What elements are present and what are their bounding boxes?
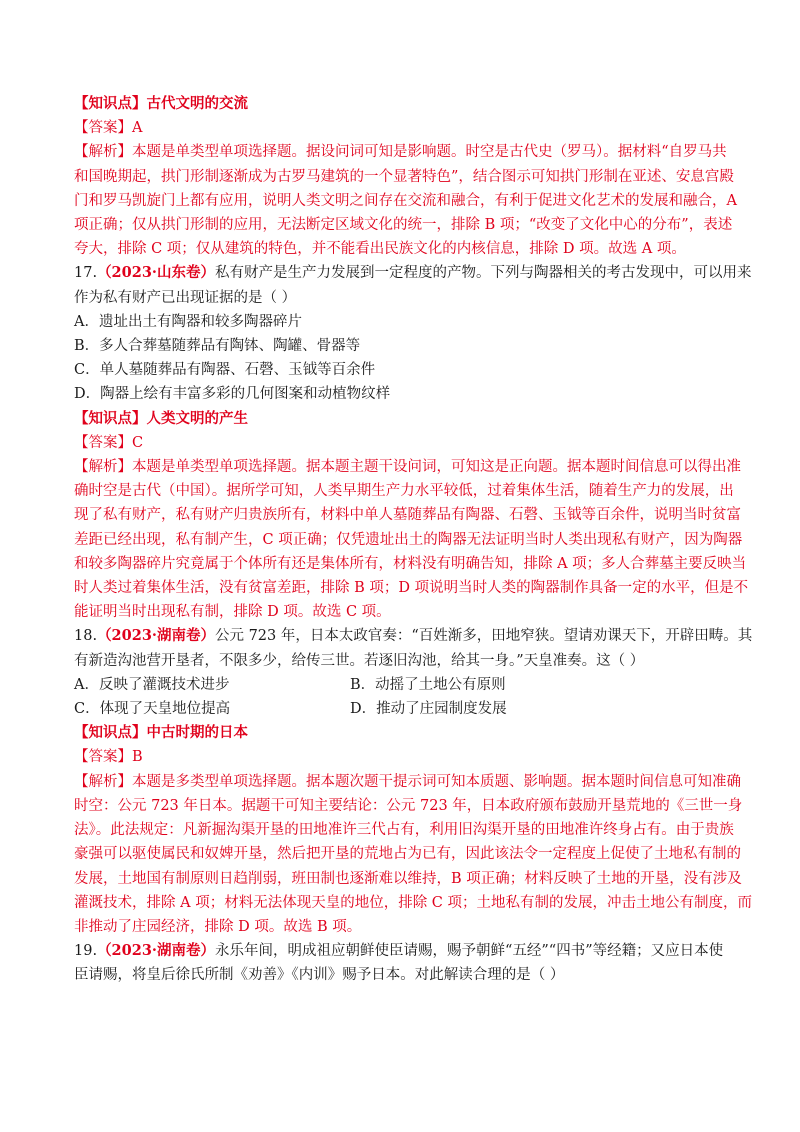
analysis-line: 和较多陶器碎片究竟属于个体所有还是集体所有，材料没有明确告知，排除 A 项；多人合葬墓主要反映当	[74, 555, 747, 572]
analysis-line: 和国晚期起，拱门形制逐渐成为古罗马建筑的一个显著特色”，结合图示可知拱门形制在亚述、安息宫殿	[74, 168, 734, 185]
analysis-line: 豪强可以驱使属民和奴婢开垦，然后把开垦的荒地占为已有，因此该法令一定程度上促使了土地私有制的	[74, 846, 741, 863]
q16-answer-block	[74, 92, 737, 261]
document-page	[74, 92, 753, 988]
option-c: C．体现了天皇地位提高	[74, 701, 231, 718]
question-stem-text: 永乐年间，明成祖应朝鲜使臣请赐，赐予朝鲜“五经”“四书”等经籍；又应日本使	[214, 943, 724, 960]
analysis-line: 时人类过着集体生活，没有贫富差距，排除 B 项；D 项说明当时人类的陶器制作具备一定的水平，但是不	[74, 580, 749, 597]
question-18	[74, 624, 753, 939]
option-row	[74, 673, 734, 697]
analysis-line: 项正确；仅从拱门形制的应用，无法断定区域文化的统一，排除 B 项；“改变了文化中心的分布”，表述	[74, 217, 733, 234]
question-stem	[74, 624, 753, 648]
option-b: B．多人合葬墓随葬品有陶钵、陶罐、骨器等	[74, 338, 361, 355]
knowledge-point-tag: 【知识点】	[74, 724, 147, 742]
analysis-line: 差距已经出现，私有制产生，C 项正确；仅凭遗址出土的陶器无法证明当时人类出现私有财产，因为陶器	[74, 531, 743, 548]
analysis-line: 门和罗马凯旋门上都有应用，说明人类文明之间存在交流和融合，有利于促进文化艺术的发展和融合，A	[74, 192, 737, 209]
knowledge-point-tag: 【知识点】	[74, 95, 147, 112]
question-stem-text: 公元 723 年，日本太政官奏：“百姓渐多，田地窄狭。望请劝课天下，开辟田畴。其	[214, 628, 753, 645]
analysis-line: 【解析】本题是单类型单项选择题。据设问词可知是影响题。时空是古代史（罗马）。据材料“自罗马共	[74, 144, 727, 161]
knowledge-point	[74, 721, 734, 745]
question-stem-continued: 作为私有财产已出现证据的是（ ）	[74, 289, 297, 306]
question-stem-continued: 有新造沟池营开垦者，不限多少，给传三世。若逐旧沟池，给其一身。”天皇准奏。这（ ）	[74, 652, 645, 669]
analysis-line: 确时空是古代（中国）。据所学可知，人类早期生产力水平较低，过着集体生活，随着生产力的发展，出	[74, 483, 734, 500]
analysis-line: 发展，土地国有制原则日趋削弱，班田制也逐渐难以维持，B 项正确；材料反映了土地的开垦，没有涉及	[74, 870, 742, 887]
question-number: 17.	[74, 265, 98, 282]
option-d: D．陶器上绘有丰富多彩的几何图案和动植物纹样	[74, 386, 391, 403]
knowledge-point-text: 中古时期的日本	[146, 724, 248, 742]
analysis-line: 法》。此法规定：凡新掘沟渠开垦的田地准许三代占有，利用旧沟渠开垦的田地准许终身占有。由于贵族	[74, 822, 734, 839]
question-number: 19.	[74, 943, 98, 960]
analysis-line: 非推动了庄园经济，排除 D 项。故选 B 项。	[74, 918, 362, 935]
analysis-line: 【解析】本题是多类型单项选择题。据本题次题干提示词可知本质题、影响题。据本题时间信息可知准确	[74, 773, 741, 790]
answer: 【答案】A	[74, 120, 143, 137]
option-a: A．反映了灌溉技术进步	[74, 676, 230, 693]
question-number: 18.	[74, 628, 98, 645]
question-stem	[74, 939, 734, 963]
question-stem-text: 私有财产是生产力发展到一定程度的产物。下列与陶器相关的考古发现中，可以用来	[214, 265, 752, 282]
option-a: A．遗址出土有陶器和较多陶器碎片	[74, 313, 302, 330]
analysis-line: 现了私有财产，私有财产归贵族所有，材料中单人墓随葬品有陶器、石磬、玉钺等百余件，说明当时贫富	[74, 507, 741, 524]
question-19	[74, 939, 734, 987]
knowledge-point-text: 人类文明的产生	[146, 409, 248, 427]
analysis-line: 【解析】本题是单类型单项选择题。据本题主题干设问词，可知这是正向题。据本题时间信息可以得出准	[74, 459, 741, 476]
question-source: （2023·山东卷）	[97, 264, 215, 282]
question-17	[74, 261, 752, 624]
knowledge-point-text: 古代文明的交流	[146, 95, 248, 112]
analysis-line: 灌溉技术，排除 A 项；材料无法体现天皇的地位，排除 C 项；土地私有制的发展，冲击土地公有制度，而	[74, 894, 752, 911]
option-b: B．动摇了土地公有原则	[350, 676, 506, 693]
analysis-line: 时空：公元 723 年日本。据题干可知主要结论：公元 723 年，日本政府颁布鼓励开垦荒地的《三世一身	[74, 797, 743, 814]
knowledge-point	[74, 92, 734, 116]
knowledge-point	[74, 407, 734, 431]
question-source: （2023·湖南卷）	[97, 627, 215, 645]
option-d: D．推动了庄园制度发展	[350, 701, 507, 718]
question-stem-continued: 臣请赐，将皇后徐氏所制《劝善》《内训》赐予日本。对此解读合理的是（ ）	[74, 967, 565, 984]
option-row	[74, 697, 734, 721]
option-c: C．单人墓随葬品有陶器、石磬、玉钺等百余件	[74, 362, 376, 379]
knowledge-point-tag: 【知识点】	[74, 409, 147, 427]
analysis-line: 夸大，排除 C 项；仅从建筑的特色，并不能看出民族文化的内核信息，排除 D 项。故选 A 项。	[74, 241, 686, 258]
analysis-line: 能证明当时出现私有制，排除 D 项。故选 C 项。	[74, 604, 391, 621]
answer: 【答案】C	[74, 434, 144, 451]
answer: 【答案】B	[74, 749, 143, 766]
question-source: （2023·湖南卷）	[97, 942, 215, 960]
question-stem	[74, 261, 752, 285]
